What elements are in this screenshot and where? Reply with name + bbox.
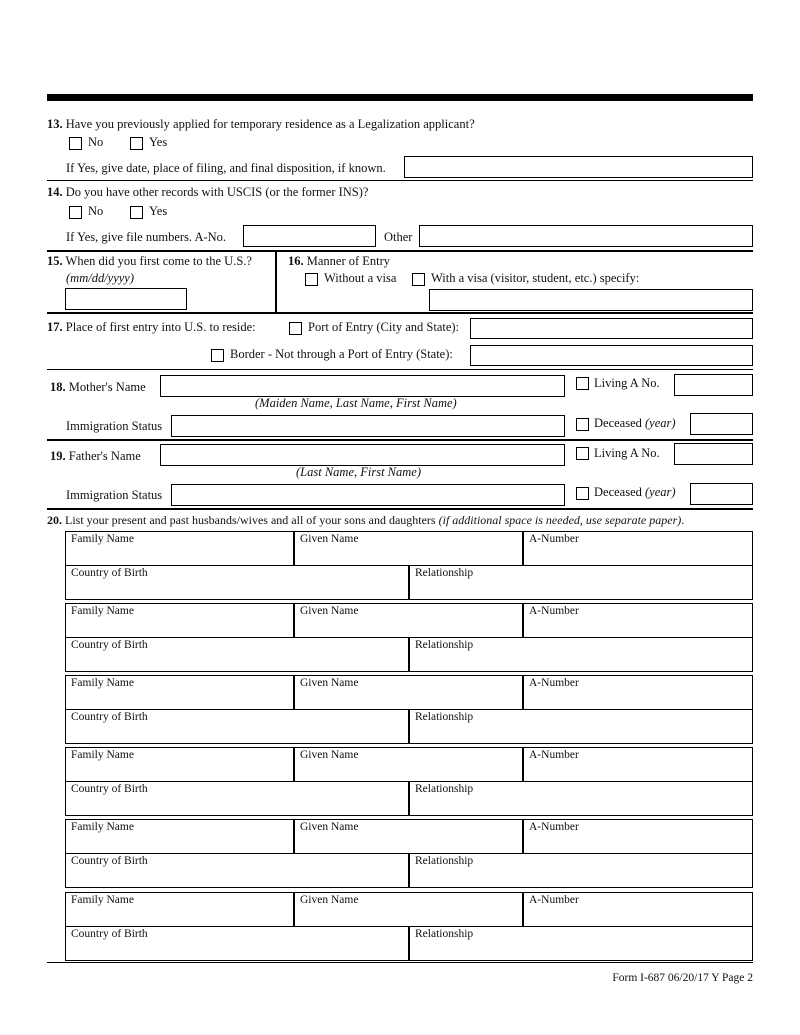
q19-deceased-label: Deceased (year): [594, 485, 676, 499]
a-number-field-label: A-Number: [529, 749, 579, 761]
given-name-field[interactable]: [294, 892, 523, 927]
a-number-field-label: A-Number: [529, 533, 579, 545]
family-name-field-label: Family Name: [71, 605, 134, 617]
q19-label: 19. Father's Name: [50, 449, 141, 463]
q17-border-checkbox[interactable]: [211, 349, 224, 362]
q13-no-checkbox[interactable]: [69, 137, 82, 150]
family-name-field-label: Family Name: [71, 821, 134, 833]
country-of-birth-field-label: Country of Birth: [71, 567, 148, 579]
q14-no-checkbox[interactable]: [69, 206, 82, 219]
q18-living-checkbox[interactable]: [576, 377, 589, 390]
q17-border-label: Border - Not through a Port of Entry (State):: [230, 347, 453, 361]
a-number-field-label: A-Number: [529, 894, 579, 906]
given-name-field[interactable]: [294, 747, 523, 782]
family-name-field-label: Family Name: [71, 894, 134, 906]
a-number-field[interactable]: [523, 603, 753, 638]
a-number-field[interactable]: [523, 675, 753, 710]
country-of-birth-field-label: Country of Birth: [71, 711, 148, 723]
relationship-field[interactable]: [409, 853, 753, 888]
q15-format: (mm/dd/yyyy): [66, 271, 135, 285]
q18-deceased-checkbox[interactable]: [576, 418, 589, 431]
q14-if-yes-label: If Yes, give file numbers. A-No.: [66, 230, 227, 244]
country-of-birth-field[interactable]: [65, 926, 409, 961]
q18-living-label: Living A No.: [594, 376, 660, 390]
q18-immigration-input[interactable]: [171, 415, 565, 437]
given-name-field[interactable]: [294, 819, 523, 854]
country-of-birth-field[interactable]: [65, 781, 409, 816]
q18-immigration-label: Immigration Status: [66, 419, 163, 433]
divider: [47, 439, 753, 441]
divider: [47, 180, 753, 181]
q15-date-input[interactable]: [65, 288, 187, 310]
given-name-field-label: Given Name: [300, 749, 359, 761]
q14-a-number-input[interactable]: [243, 225, 376, 247]
q19-hint: (Last Name, First Name): [296, 465, 421, 479]
a-number-field-label: A-Number: [529, 605, 579, 617]
q18-deceased-label: Deceased (year): [594, 416, 676, 430]
relationship-field-label: Relationship: [415, 855, 474, 867]
q18-mother-name-input[interactable]: [160, 375, 565, 397]
bottom-rule: [47, 962, 753, 963]
family-name-field[interactable]: [65, 819, 294, 854]
family-name-field[interactable]: [65, 603, 294, 638]
q13-yes-label: Yes: [149, 135, 168, 149]
family-name-field[interactable]: [65, 892, 294, 927]
q19-father-name-input[interactable]: [160, 444, 565, 466]
q13-if-yes-label: If Yes, give date, place of filing, and final disposition, if known.: [66, 161, 386, 175]
given-name-field-label: Given Name: [300, 894, 359, 906]
q15-question: 15. When did you first come to the U.S.?: [47, 254, 252, 268]
q17-border-input[interactable]: [470, 345, 753, 366]
given-name-field[interactable]: [294, 675, 523, 710]
relationship-field-label: Relationship: [415, 711, 474, 723]
a-number-field-label: A-Number: [529, 821, 579, 833]
country-of-birth-field[interactable]: [65, 637, 409, 672]
q13-question: 13. Have you previously applied for temporary residence as a Legalization applicant?: [47, 117, 475, 131]
q18-label: 18. Mother's Name: [50, 380, 146, 394]
q14-yes-checkbox[interactable]: [130, 206, 143, 219]
a-number-field[interactable]: [523, 819, 753, 854]
q15-q16-separator: [275, 251, 277, 313]
given-name-field-label: Given Name: [300, 533, 359, 545]
country-of-birth-field[interactable]: [65, 565, 409, 600]
relationship-field[interactable]: [409, 781, 753, 816]
a-number-field[interactable]: [523, 531, 753, 566]
family-name-field-label: Family Name: [71, 533, 134, 545]
relationship-field[interactable]: [409, 565, 753, 600]
given-name-field-label: Given Name: [300, 605, 359, 617]
q16-without-visa-checkbox[interactable]: [305, 273, 318, 286]
q16-visa-specify-input[interactable]: [429, 289, 753, 311]
country-of-birth-field-label: Country of Birth: [71, 639, 148, 651]
relationship-field[interactable]: [409, 926, 753, 961]
a-number-field[interactable]: [523, 747, 753, 782]
q17-port-input[interactable]: [470, 318, 753, 339]
given-name-field[interactable]: [294, 531, 523, 566]
q19-living-label: Living A No.: [594, 446, 660, 460]
q14-question: 14. Do you have other records with USCIS (or the former INS)?: [47, 185, 369, 199]
q19-a-number-input[interactable]: [674, 443, 753, 465]
family-name-field-label: Family Name: [71, 677, 134, 689]
family-name-field[interactable]: [65, 675, 294, 710]
divider: [47, 312, 753, 314]
q16-without-visa-label: Without a visa: [324, 271, 397, 285]
relationship-field-label: Relationship: [415, 783, 474, 795]
q20-instruction: 20. List your present and past husbands/wives and all of your sons and daughters (if additional space is needed, use separate paper).: [47, 513, 685, 527]
country-of-birth-field[interactable]: [65, 709, 409, 744]
form-footer: Form I-687 06/20/17 Y Page 2: [612, 972, 753, 984]
q14-yes-label: Yes: [149, 204, 168, 218]
country-of-birth-field-label: Country of Birth: [71, 928, 148, 940]
q14-no-label: No: [88, 204, 104, 218]
a-number-field[interactable]: [523, 892, 753, 927]
q14-other-input[interactable]: [419, 225, 753, 247]
q19-immigration-input[interactable]: [171, 484, 565, 506]
q13-details-input[interactable]: [404, 156, 753, 178]
q14-other-label: Other: [384, 230, 413, 244]
relationship-field[interactable]: [409, 709, 753, 744]
given-name-field[interactable]: [294, 603, 523, 638]
family-name-field[interactable]: [65, 747, 294, 782]
a-number-field-label: A-Number: [529, 677, 579, 689]
q13-no-label: No: [88, 135, 104, 149]
country-of-birth-field[interactable]: [65, 853, 409, 888]
q19-living-checkbox[interactable]: [576, 447, 589, 460]
q18-a-number-input[interactable]: [674, 374, 753, 396]
divider: [47, 508, 753, 510]
header-rule: [47, 94, 753, 101]
q16-with-visa-label: With a visa (visitor, student, etc.) specify:: [431, 271, 640, 285]
q19-deceased-checkbox[interactable]: [576, 487, 589, 500]
country-of-birth-field-label: Country of Birth: [71, 783, 148, 795]
q13-yes-checkbox[interactable]: [130, 137, 143, 150]
relationship-field[interactable]: [409, 637, 753, 672]
family-name-field[interactable]: [65, 531, 294, 566]
relationship-field-label: Relationship: [415, 639, 474, 651]
relationship-field-label: Relationship: [415, 928, 474, 940]
divider: [47, 369, 753, 370]
family-name-field-label: Family Name: [71, 749, 134, 761]
q19-immigration-label: Immigration Status: [66, 488, 163, 502]
given-name-field-label: Given Name: [300, 821, 359, 833]
country-of-birth-field-label: Country of Birth: [71, 855, 148, 867]
q16-with-visa-checkbox[interactable]: [412, 273, 425, 286]
q18-deceased-year-input[interactable]: [690, 413, 753, 435]
q17-port-checkbox[interactable]: [289, 322, 302, 335]
q18-hint: (Maiden Name, Last Name, First Name): [255, 396, 457, 410]
given-name-field-label: Given Name: [300, 677, 359, 689]
divider: [47, 250, 753, 252]
q16-question: 16. Manner of Entry: [288, 254, 391, 268]
q19-deceased-year-input[interactable]: [690, 483, 753, 505]
q17-port-label: Port of Entry (City and State):: [308, 320, 460, 334]
relationship-field-label: Relationship: [415, 567, 474, 579]
q17-question: 17. Place of first entry into U.S. to reside:: [47, 320, 256, 334]
